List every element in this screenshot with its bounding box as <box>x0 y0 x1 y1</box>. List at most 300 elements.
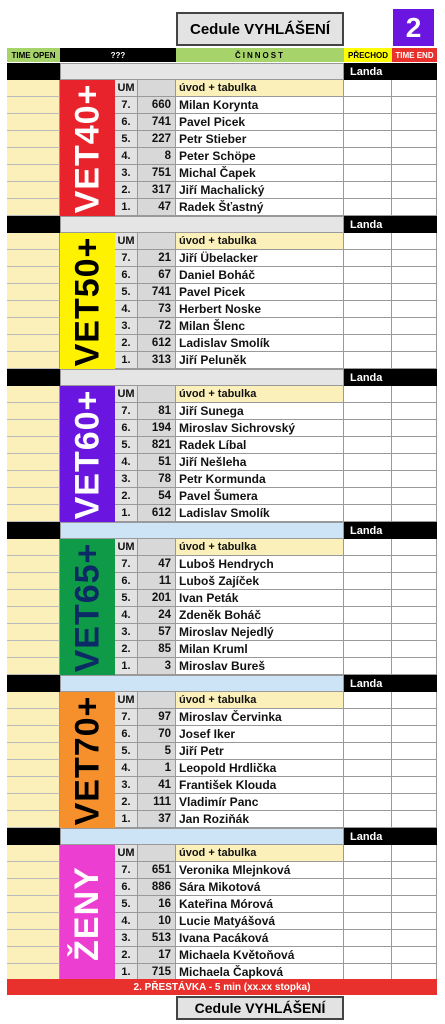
time-open-cell <box>7 437 60 454</box>
rank-value: 2. <box>115 335 138 352</box>
rank-value: 7. <box>115 250 138 267</box>
competitor-name: Vladimír Panc <box>176 794 344 811</box>
separator-light-band <box>60 369 344 386</box>
um-number: 660 <box>138 97 176 114</box>
um-number: 651 <box>138 862 176 879</box>
time-end-cell <box>392 590 437 607</box>
intro-label: úvod + tabulka <box>176 386 344 403</box>
separator-black-block <box>7 369 60 386</box>
rank-value: 4. <box>115 148 138 165</box>
prechod-cell <box>344 607 392 624</box>
time-open-cell <box>7 879 60 896</box>
separator-black-block <box>7 828 60 845</box>
um-header-label: UM <box>115 692 138 709</box>
time-end-cell <box>392 743 437 760</box>
competitor-name: Luboš Zajíček <box>176 573 344 590</box>
prechod-cell <box>344 505 392 522</box>
time-end-cell <box>392 777 437 794</box>
time-open-cell <box>7 80 60 97</box>
time-open-cell <box>7 471 60 488</box>
time-open-cell <box>7 641 60 658</box>
time-end-cell <box>392 845 437 862</box>
rank-value: 3. <box>115 777 138 794</box>
rank-value: 5. <box>115 437 138 454</box>
prechod-cell <box>344 182 392 199</box>
time-end-cell <box>392 318 437 335</box>
time-end-cell <box>392 573 437 590</box>
rank-value: 5. <box>115 131 138 148</box>
um-header-blank <box>138 233 176 250</box>
category-label: ŽENY <box>68 865 106 961</box>
time-open-cell <box>7 709 60 726</box>
rank-value: 1. <box>115 811 138 828</box>
um-number: 24 <box>138 607 176 624</box>
competitor-name: Leopold Hrdlička <box>176 760 344 777</box>
rank-value: 7. <box>115 709 138 726</box>
rank-value: 5. <box>115 284 138 301</box>
category-block <box>60 692 115 828</box>
section-separator <box>7 369 437 386</box>
time-end-cell <box>392 386 437 403</box>
prechod-cell <box>344 386 392 403</box>
time-end-cell <box>392 488 437 505</box>
competitor-name: Jan Roziňák <box>176 811 344 828</box>
um-number: 741 <box>138 114 176 131</box>
prechod-cell <box>344 437 392 454</box>
prechod-cell <box>344 709 392 726</box>
um-number: 10 <box>138 913 176 930</box>
competitor-name: Radek Šťastný <box>176 199 344 216</box>
header-cinnost: ČINNOST <box>176 48 344 62</box>
rank-value: 4. <box>115 301 138 318</box>
prechod-cell <box>344 556 392 573</box>
separator-black-block <box>7 63 60 80</box>
break-banner: 2. PŘESTÁVKA - 5 min (xx.xx stopka) <box>7 979 437 995</box>
rank-value: 1. <box>115 505 138 522</box>
competitor-name: Herbert Noske <box>176 301 344 318</box>
separator-light-band <box>60 828 344 845</box>
prechod-cell <box>344 488 392 505</box>
prechod-cell <box>344 862 392 879</box>
category-section <box>7 63 437 216</box>
time-end-cell <box>392 913 437 930</box>
prechod-cell <box>344 692 392 709</box>
announcer-label: Landa <box>344 522 437 539</box>
time-end-cell <box>392 301 437 318</box>
prechod-cell <box>344 641 392 658</box>
category-section <box>7 369 437 522</box>
time-end-cell <box>392 607 437 624</box>
category-block <box>60 233 115 369</box>
intro-label: úvod + tabulka <box>176 233 344 250</box>
competitor-name: Petr Stieber <box>176 131 344 148</box>
time-open-cell <box>7 573 60 590</box>
um-number: 741 <box>138 284 176 301</box>
um-number: 886 <box>138 879 176 896</box>
um-number: 317 <box>138 182 176 199</box>
prechod-cell <box>344 114 392 131</box>
rank-value: 4. <box>115 454 138 471</box>
time-end-cell <box>392 794 437 811</box>
time-end-cell <box>392 267 437 284</box>
um-number: 227 <box>138 131 176 148</box>
um-number: 17 <box>138 947 176 964</box>
competitor-name: Miroslav Sichrovský <box>176 420 344 437</box>
competitor-name: Ivana Pacáková <box>176 930 344 947</box>
prechod-cell <box>344 471 392 488</box>
time-open-cell <box>7 777 60 794</box>
category-label: VET70+ <box>68 695 106 825</box>
rank-value: 5. <box>115 590 138 607</box>
rank-value: 6. <box>115 114 138 131</box>
rank-value: 7. <box>115 97 138 114</box>
time-open-cell <box>7 335 60 352</box>
announcer-label: Landa <box>344 216 437 233</box>
prechod-cell <box>344 301 392 318</box>
rank-value: 3. <box>115 318 138 335</box>
category-label: VET65+ <box>68 542 106 672</box>
time-end-cell <box>392 97 437 114</box>
section-separator <box>7 828 437 845</box>
um-number: 11 <box>138 573 176 590</box>
um-header-blank <box>138 692 176 709</box>
time-open-cell <box>7 624 60 641</box>
competitor-name: Michal Čapek <box>176 165 344 182</box>
rank-value: 2. <box>115 488 138 505</box>
prechod-cell <box>344 233 392 250</box>
competitor-name: Milan Korynta <box>176 97 344 114</box>
um-number: 821 <box>138 437 176 454</box>
category-label: VET60+ <box>68 389 106 519</box>
time-open-cell <box>7 692 60 709</box>
competitor-name: František Klouda <box>176 777 344 794</box>
time-open-cell <box>7 488 60 505</box>
um-number: 513 <box>138 930 176 947</box>
announcer-label: Landa <box>344 675 437 692</box>
prechod-cell <box>344 896 392 913</box>
time-end-cell <box>392 556 437 573</box>
separator-light-band <box>60 675 344 692</box>
time-end-cell <box>392 930 437 947</box>
um-number: 5 <box>138 743 176 760</box>
rank-value: 1. <box>115 352 138 369</box>
separator-black-block <box>7 522 60 539</box>
section-separator <box>7 63 437 80</box>
time-open-cell <box>7 97 60 114</box>
time-open-cell <box>7 743 60 760</box>
time-open-cell <box>7 947 60 964</box>
prechod-cell <box>344 403 392 420</box>
um-number: 67 <box>138 267 176 284</box>
separator-light-band <box>60 216 344 233</box>
um-number: 3 <box>138 658 176 675</box>
competitor-name: Jiří Peluněk <box>176 352 344 369</box>
prechod-cell <box>344 760 392 777</box>
intro-label: úvod + tabulka <box>176 845 344 862</box>
competitor-name: Jiří Machalický <box>176 182 344 199</box>
rank-value: 4. <box>115 607 138 624</box>
prechod-cell <box>344 590 392 607</box>
um-number: 8 <box>138 148 176 165</box>
prechod-cell <box>344 318 392 335</box>
prechod-cell <box>344 250 392 267</box>
time-open-cell <box>7 148 60 165</box>
category-label: VET40+ <box>68 83 106 213</box>
um-number: 47 <box>138 199 176 216</box>
um-header-label: UM <box>115 539 138 556</box>
um-number: 85 <box>138 641 176 658</box>
section-separator <box>7 675 437 692</box>
header-time-open: TIME OPEN <box>7 48 60 62</box>
competitor-name: Pavel Picek <box>176 114 344 131</box>
um-number: 72 <box>138 318 176 335</box>
prechod-cell <box>344 726 392 743</box>
prechod-cell <box>344 80 392 97</box>
prechod-cell <box>344 913 392 930</box>
section-separator <box>7 216 437 233</box>
time-end-cell <box>392 539 437 556</box>
um-number: 21 <box>138 250 176 267</box>
competitor-name: Veronika Mlejnková <box>176 862 344 879</box>
competitor-name: Zdeněk Boháč <box>176 607 344 624</box>
time-open-cell <box>7 913 60 930</box>
time-open-cell <box>7 233 60 250</box>
prechod-cell <box>344 624 392 641</box>
page-title: Cedule VYHLÁŠENÍ <box>176 12 344 46</box>
prechod-cell <box>344 131 392 148</box>
category-section <box>7 216 437 369</box>
time-end-cell <box>392 335 437 352</box>
um-number: 54 <box>138 488 176 505</box>
rank-value: 1. <box>115 199 138 216</box>
time-open-cell <box>7 199 60 216</box>
category-section <box>7 675 437 828</box>
prechod-cell <box>344 794 392 811</box>
time-open-cell <box>7 182 60 199</box>
time-open-cell <box>7 590 60 607</box>
category-block <box>60 539 115 675</box>
time-end-cell <box>392 284 437 301</box>
prechod-cell <box>344 930 392 947</box>
competitor-name: Lucie Matyášová <box>176 913 344 930</box>
um-number: 70 <box>138 726 176 743</box>
competitor-name: Pavel Šumera <box>176 488 344 505</box>
announcer-label: Landa <box>344 828 437 845</box>
prechod-cell <box>344 335 392 352</box>
prechod-cell <box>344 845 392 862</box>
um-number: 37 <box>138 811 176 828</box>
competitor-name: Miroslav Nejedlý <box>176 624 344 641</box>
time-open-cell <box>7 794 60 811</box>
rank-value: 2. <box>115 641 138 658</box>
rank-value: 3. <box>115 624 138 641</box>
separator-black-block <box>7 216 60 233</box>
um-number: 612 <box>138 335 176 352</box>
time-open-cell <box>7 845 60 862</box>
um-number: 612 <box>138 505 176 522</box>
prechod-cell <box>344 97 392 114</box>
competitor-name: Jiří Übelacker <box>176 250 344 267</box>
rank-value: 6. <box>115 573 138 590</box>
competitor-name: Josef Iker <box>176 726 344 743</box>
time-open-cell <box>7 318 60 335</box>
prechod-cell <box>344 743 392 760</box>
time-open-cell <box>7 539 60 556</box>
competitor-name: Michaela Květoňová <box>176 947 344 964</box>
page-number-badge: 2 <box>393 9 434 46</box>
rank-value: 1. <box>115 964 138 981</box>
rank-value: 7. <box>115 556 138 573</box>
um-number: 194 <box>138 420 176 437</box>
time-open-cell <box>7 386 60 403</box>
rank-value: 6. <box>115 879 138 896</box>
time-open-cell <box>7 250 60 267</box>
rank-value: 5. <box>115 896 138 913</box>
time-end-cell <box>392 811 437 828</box>
prechod-cell <box>344 165 392 182</box>
time-end-cell <box>392 879 437 896</box>
rank-value: 3. <box>115 165 138 182</box>
um-number: 81 <box>138 403 176 420</box>
um-number: 201 <box>138 590 176 607</box>
prechod-cell <box>344 284 392 301</box>
time-end-cell <box>392 420 437 437</box>
competitor-name: Petr Kormunda <box>176 471 344 488</box>
intro-label: úvod + tabulka <box>176 80 344 97</box>
time-end-cell <box>392 726 437 743</box>
rank-value: 4. <box>115 913 138 930</box>
rank-value: 6. <box>115 267 138 284</box>
competitor-name: Kateřina Mórová <box>176 896 344 913</box>
time-end-cell <box>392 80 437 97</box>
time-end-cell <box>392 471 437 488</box>
rank-value: 6. <box>115 420 138 437</box>
um-number: 73 <box>138 301 176 318</box>
time-open-cell <box>7 607 60 624</box>
time-end-cell <box>392 641 437 658</box>
prechod-cell <box>344 267 392 284</box>
intro-label: úvod + tabulka <box>176 539 344 556</box>
time-end-cell <box>392 624 437 641</box>
prechod-cell <box>344 811 392 828</box>
prechod-cell <box>344 352 392 369</box>
separator-black-block <box>7 675 60 692</box>
rank-value: 6. <box>115 726 138 743</box>
announcer-label: Landa <box>344 63 437 80</box>
header-time-end: TIME END <box>392 48 437 62</box>
time-open-cell <box>7 505 60 522</box>
category-block <box>60 386 115 522</box>
rank-value: 7. <box>115 862 138 879</box>
intro-label: úvod + tabulka <box>176 692 344 709</box>
time-end-cell <box>392 692 437 709</box>
um-number: 16 <box>138 896 176 913</box>
competitor-name: Michaela Čapková <box>176 964 344 981</box>
um-number: 97 <box>138 709 176 726</box>
prechod-cell <box>344 658 392 675</box>
competitor-name: Miroslav Bureš <box>176 658 344 675</box>
time-end-cell <box>392 199 437 216</box>
header-unknown: ??? <box>60 48 176 62</box>
rank-value: 1. <box>115 658 138 675</box>
prechod-cell <box>344 199 392 216</box>
time-end-cell <box>392 760 437 777</box>
separator-light-band <box>60 63 344 80</box>
time-open-cell <box>7 301 60 318</box>
prechod-cell <box>344 148 392 165</box>
prechod-cell <box>344 777 392 794</box>
time-open-cell <box>7 284 60 301</box>
time-open-cell <box>7 403 60 420</box>
um-number: 111 <box>138 794 176 811</box>
rank-value: 3. <box>115 471 138 488</box>
time-open-cell <box>7 454 60 471</box>
competitor-name: Ladislav Smolík <box>176 505 344 522</box>
competitor-name: Miroslav Červinka <box>176 709 344 726</box>
category-section <box>7 828 437 981</box>
time-end-cell <box>392 403 437 420</box>
header-prechod: PŘECHOD <box>344 48 392 62</box>
time-open-cell <box>7 352 60 369</box>
announcer-label: Landa <box>344 369 437 386</box>
time-open-cell <box>7 114 60 131</box>
rank-value: 2. <box>115 182 138 199</box>
time-open-cell <box>7 267 60 284</box>
time-open-cell <box>7 896 60 913</box>
separator-light-band <box>60 522 344 539</box>
bottom-title: Cedule VYHLÁŠENÍ <box>176 996 344 1020</box>
prechod-cell <box>344 539 392 556</box>
time-end-cell <box>392 658 437 675</box>
prechod-cell <box>344 454 392 471</box>
um-number: 313 <box>138 352 176 369</box>
um-number: 47 <box>138 556 176 573</box>
time-end-cell <box>392 454 437 471</box>
um-header-blank <box>138 386 176 403</box>
um-header-label: UM <box>115 233 138 250</box>
time-open-cell <box>7 760 60 777</box>
competitor-name: Peter Schöpe <box>176 148 344 165</box>
time-open-cell <box>7 131 60 148</box>
competitor-name: Jiří Petr <box>176 743 344 760</box>
rank-value: 7. <box>115 403 138 420</box>
um-header-label: UM <box>115 386 138 403</box>
time-open-cell <box>7 556 60 573</box>
time-end-cell <box>392 862 437 879</box>
time-end-cell <box>392 505 437 522</box>
um-number: 1 <box>138 760 176 777</box>
um-number: 78 <box>138 471 176 488</box>
competitor-name: Jiří Nešleha <box>176 454 344 471</box>
time-end-cell <box>392 233 437 250</box>
competitor-name: Milan Kruml <box>176 641 344 658</box>
prechod-cell <box>344 879 392 896</box>
rank-value: 2. <box>115 794 138 811</box>
time-end-cell <box>392 114 437 131</box>
time-end-cell <box>392 709 437 726</box>
um-header-label: UM <box>115 80 138 97</box>
prechod-cell <box>344 573 392 590</box>
competitor-name: Daniel Boháč <box>176 267 344 284</box>
time-open-cell <box>7 658 60 675</box>
time-open-cell <box>7 811 60 828</box>
time-end-cell <box>392 148 437 165</box>
time-end-cell <box>392 947 437 964</box>
um-number: 41 <box>138 777 176 794</box>
um-header-blank <box>138 845 176 862</box>
competitor-name: Ladislav Smolík <box>176 335 344 352</box>
rank-value: 3. <box>115 930 138 947</box>
